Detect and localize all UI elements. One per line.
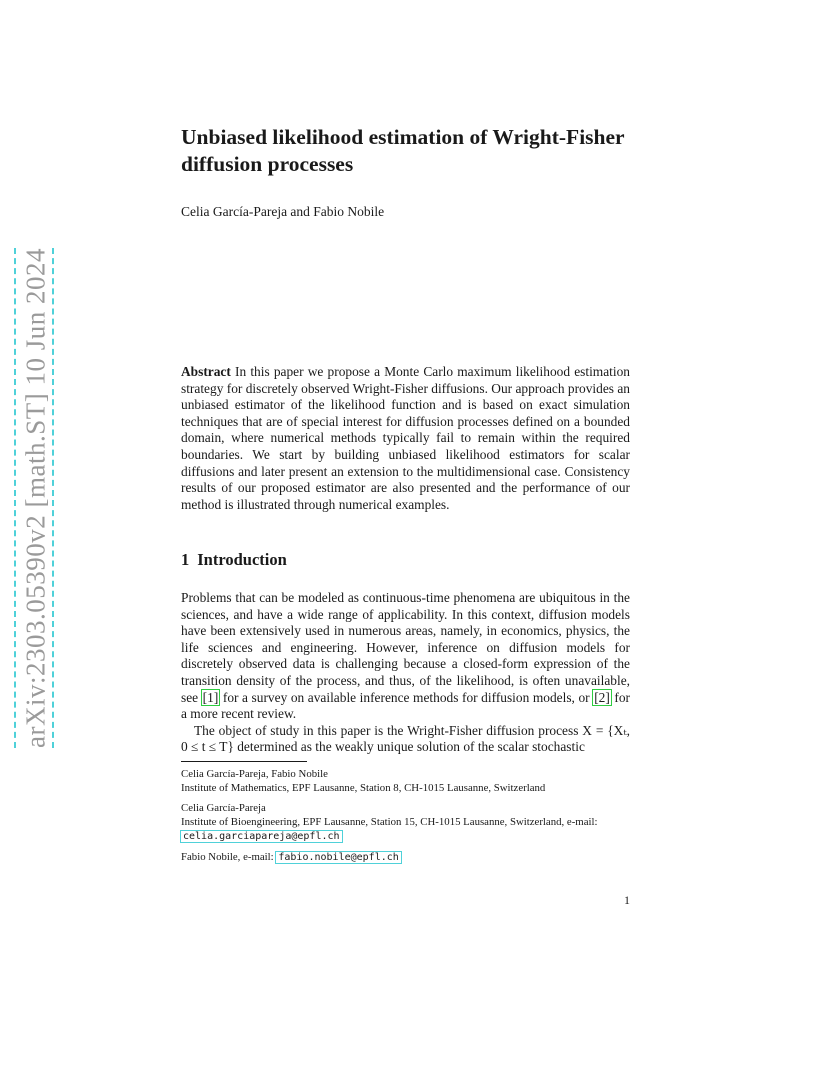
footnotes (181, 767, 630, 871)
footnote-names: Celia García-Pareja, Fabio Nobile (181, 768, 328, 780)
abstract-label: Abstract (181, 364, 231, 379)
intro-paragraph-2: The object of study in this paper is the Wright-Fisher diffusion process X = {Xₜ, 0 ≤ t ≤ T} determined as the weakly unique solution of the scalar stochastic (181, 722, 630, 755)
footnote-affiliation-1 (181, 767, 630, 795)
paper-title: Unbiased likelihood estimation of Wright-Fisher diffusion processes (181, 125, 625, 176)
abstract (181, 364, 630, 513)
abstract-text: In this paper we propose a Monte Carlo maximum likelihood estimation strategy for discretely observed Wright-Fisher diffusions. Our approach provides an unbiased estimator of the likelihood function and is based on exact simulation techniques that are of special interest for diffusion processes defined on a bounded domain, where numerical methods typically fail to remain within the required boundaries. We start by building unbiased likelihood estimators for scalar diffusions and later present an extension to the multidimensional case. Consistency results of our proposed estimator are also presented and the performance of our method is illustrated through numerical examples. (181, 364, 630, 512)
paper-authors: Celia García-Pareja and Fabio Nobile (181, 204, 385, 219)
footnote-affiliation-2 (181, 801, 630, 844)
footnote-name: Celia García-Pareja (181, 802, 266, 814)
footnote-contact-3 (181, 850, 630, 865)
section-number: 1 (181, 550, 190, 569)
introduction-body (181, 590, 630, 756)
email-link-garciapareja[interactable]: celia.garciapareja@epfl.ch (183, 831, 340, 842)
intro-paragraph-1 (181, 590, 630, 723)
section-heading (181, 550, 287, 570)
citation-link-1[interactable]: [1] (202, 689, 219, 705)
footnote-rule (181, 761, 307, 762)
email-link-nobile[interactable]: fabio.nobile@epfl.ch (278, 852, 399, 863)
intro-text: for a more recent review. (181, 689, 630, 722)
section-title: Introduction (197, 550, 287, 569)
citation-link-2[interactable]: [2] (594, 689, 610, 705)
footnote-affiliation-text: Institute of Bioengineering, EPF Lausanne, Station 15, CH-1015 Lausanne, Switzerland, e-mail: (181, 816, 598, 828)
footnote-affiliation-text: Institute of Mathematics, EPF Lausanne, Station 8, CH-1015 Lausanne, Switzerland (181, 782, 546, 794)
footnote-prefix: Fabio Nobile, e-mail: (181, 851, 274, 863)
page-number: 1 (624, 893, 630, 907)
arxiv-identifier[interactable]: arXiv:2303.05390v2 [math.ST] 10 Jun 2024 (20, 248, 51, 748)
intro-text: for a survey on available inference methods for diffusion models, or (219, 689, 594, 705)
intro-text: Problems that can be modeled as continuous-time phenomena are ubiquitous in the sciences, and have a wide range of applicability. In this context, diffusion models have been extensively used in numerous areas, namely, in economics, physics, the life sciences and engineering. However, inference on diffusion models for discretely observed data is challenging because a closed-form expression of the transition density of the process, and thus, of the likelihood, is often unavailable, see (181, 590, 630, 705)
